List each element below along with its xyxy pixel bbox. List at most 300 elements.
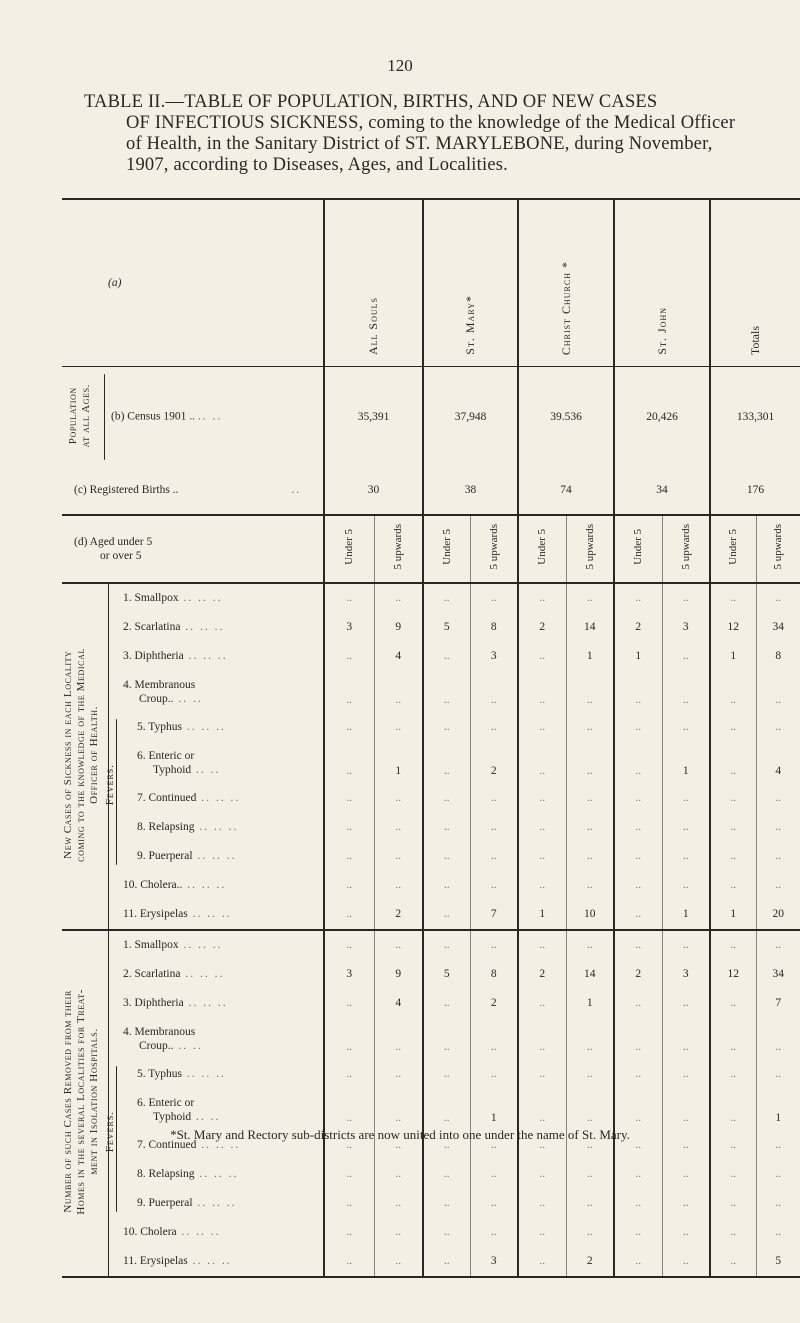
table-cell: 20 (756, 900, 800, 930)
statistics-table-wrapper (62, 198, 800, 1278)
table-cell: .. (662, 784, 710, 813)
table-cell: .. (423, 1018, 470, 1060)
row-label: 7. Continued (137, 792, 197, 804)
table-cell: .. (470, 583, 518, 613)
table-cell: .. (662, 1089, 710, 1131)
table-cell: .. (566, 1131, 614, 1160)
table-cell: .. (518, 1247, 566, 1277)
table-row: 10. Cholera.. .. .. .. .. .. .. .. .. .. .. .. .. .. (62, 871, 800, 900)
table-cell: .. (566, 1018, 614, 1060)
table-cell: .. (710, 1247, 756, 1277)
table-cell: .. (470, 784, 518, 813)
table-cell: .. (324, 784, 374, 813)
table-cell: .. (710, 871, 756, 900)
table-cell: .. (614, 1018, 662, 1060)
table-cell: 2 (470, 742, 518, 784)
table-cell: .. (662, 1218, 710, 1247)
table-row: Fevers. 7. Continued .. .. .. .. .. .. .. .. .. .. .. .. .. (62, 784, 800, 813)
table-row: 9. Puerperal .. .. .. .. .. .. .. .. .. .. .. .. .. (62, 1189, 800, 1218)
table-cell: .. (710, 930, 756, 960)
age-header-under-5: Under 5 (423, 515, 470, 583)
table-cell: .. (470, 1018, 518, 1060)
table-cell: .. (423, 1131, 470, 1160)
table-cell: 1 (756, 1089, 800, 1131)
ages-row-label-2: or over 5 (100, 549, 142, 562)
table-row: 5. Typhus .. .. .. .. .. .. .. .. .. .. .. .. .. (62, 1060, 800, 1089)
table-cell: .. (614, 1060, 662, 1089)
age-header-5-upwards: 5 upwards (470, 515, 518, 583)
table-cell: .. (710, 989, 756, 1018)
table-title (84, 92, 792, 176)
table-cell: .. (518, 1160, 566, 1189)
table-cell: .. (614, 583, 662, 613)
census-totals: 133,301 (710, 367, 800, 467)
table-cell: .. (662, 671, 710, 713)
table-cell: .. (662, 871, 710, 900)
table-cell: .. (324, 871, 374, 900)
page-number: 120 (387, 56, 413, 75)
table-row: 2. Scarlatina .. .. .. 3 9 5 8 2 14 2 3 12 34 (62, 960, 800, 989)
age-header-under-5: Under 5 (518, 515, 566, 583)
table-cell: .. (518, 1060, 566, 1089)
table-cell: .. (614, 1189, 662, 1218)
table-cell: .. (614, 813, 662, 842)
table-cell: .. (614, 900, 662, 930)
table-cell: .. (710, 784, 756, 813)
table-cell: .. (662, 1060, 710, 1089)
table-cell: .. (374, 930, 423, 960)
table-cell: .. (756, 930, 800, 960)
table-cell: .. (518, 842, 566, 871)
table-row: 2. Scarlatina .. .. .. 3 9 5 8 2 14 2 3 12 34 (62, 613, 800, 642)
row-label: 9. Puerperal (137, 1197, 193, 1209)
column-header-totals: Totals (710, 200, 800, 367)
row-label: 6. Enteric or (137, 749, 195, 762)
table-cell: .. (614, 842, 662, 871)
table-cell: .. (518, 1018, 566, 1060)
births-st-john: 34 (614, 467, 710, 515)
table-cell: .. (710, 1131, 756, 1160)
table-row: 11. Erysipelas .. .. .. .. 2 .. 7 1 10 .. 1 1 20 (62, 900, 800, 930)
table-row: 9. Puerperal .. .. .. .. .. .. .. .. .. .. .. .. .. (62, 842, 800, 871)
table-cell: 14 (566, 960, 614, 989)
table-cell: .. (614, 784, 662, 813)
table-cell: .. (470, 1218, 518, 1247)
row-label: 2. Scarlatina (123, 621, 181, 633)
table-cell: 34 (756, 613, 800, 642)
table-cell: .. (324, 813, 374, 842)
table-cell: .. (614, 1160, 662, 1189)
table-cell: .. (374, 583, 423, 613)
row-label: 9. Puerperal (137, 850, 193, 862)
table-cell: .. (756, 1131, 800, 1160)
table-cell: .. (662, 1160, 710, 1189)
table-cell: .. (324, 1189, 374, 1218)
row-label: 1. Smallpox (123, 592, 179, 604)
table-cell: 4 (374, 989, 423, 1018)
fevers-group-label: Fevers. (104, 1110, 116, 1152)
table-cell: .. (324, 842, 374, 871)
census-st-mary: 37,948 (423, 367, 518, 467)
row-label: 7. Continued (137, 1139, 197, 1151)
table-cell: .. (423, 1089, 470, 1131)
age-header-5-upwards: 5 upwards (756, 515, 800, 583)
column-header-st-john: St. John (614, 200, 710, 367)
table-cell: .. (423, 742, 470, 784)
fevers-group-label: Fevers. (104, 763, 116, 805)
table-cell: .. (423, 784, 470, 813)
table-cell: .. (374, 1018, 423, 1060)
table-cell: .. (710, 1089, 756, 1131)
table-cell: .. (710, 742, 756, 784)
table-cell: 1 (710, 900, 756, 930)
table-cell: 1 (710, 642, 756, 671)
table-cell: .. (423, 583, 470, 613)
table-cell: 3 (324, 613, 374, 642)
table-cell: 4 (374, 642, 423, 671)
table-cell: .. (518, 784, 566, 813)
table-cell: .. (324, 1160, 374, 1189)
table-cell: .. (470, 671, 518, 713)
table-cell: .. (662, 1189, 710, 1218)
row-label: 3. Diphtheria (123, 650, 184, 662)
table-cell: .. (470, 871, 518, 900)
table-cell: 9 (374, 613, 423, 642)
table-cell: .. (374, 1060, 423, 1089)
table-cell: .. (566, 1089, 614, 1131)
table-row: 3. Diphtheria .. .. .. .. 4 .. 3 .. 1 1 .. 1 8 (62, 642, 800, 671)
table-cell: .. (710, 1160, 756, 1189)
table-cell: .. (470, 1189, 518, 1218)
row-label: 11. Erysipelas (123, 1255, 188, 1267)
table-cell: .. (324, 1218, 374, 1247)
table-cell: .. (324, 742, 374, 784)
table-cell: .. (662, 813, 710, 842)
table-cell: .. (423, 671, 470, 713)
table-cell: .. (662, 842, 710, 871)
table-cell: 1 (662, 742, 710, 784)
row-label: 6. Enteric or (137, 1096, 195, 1109)
table-cell: .. (614, 1131, 662, 1160)
table-cell: 2 (566, 1247, 614, 1277)
title-line-3: of Health, in the Sanitary District of ST. MARYLEBONE, during November, (126, 134, 713, 154)
table-cell: .. (470, 713, 518, 742)
table-cell: 5 (423, 960, 470, 989)
table-cell: 2 (374, 900, 423, 930)
table-cell: .. (374, 671, 423, 713)
table-cell: .. (710, 1189, 756, 1218)
table-cell: .. (662, 1018, 710, 1060)
table-cell: 1 (614, 642, 662, 671)
removed-cases-side-label: Number of such Cases Removed from their Homes in the several Localities for Treat- ment in Isolation Hospitals. (62, 930, 98, 1277)
table-cell: .. (324, 642, 374, 671)
table-cell: .. (470, 842, 518, 871)
table-row: Fevers. 7. Continued .. .. .. .. .. .. .. .. .. .. .. .. .. (62, 1131, 800, 1160)
table-cell: 1 (470, 1089, 518, 1131)
table-cell: .. (374, 1218, 423, 1247)
table-cell: .. (710, 671, 756, 713)
column-header-st-mary: St. Mary* (423, 200, 518, 367)
table-row: 4. Membranous Croup.. .. .. .. .. .. .. .. .. .. .. .. .. (62, 671, 800, 713)
table-cell: .. (423, 989, 470, 1018)
table-cell: 2 (518, 960, 566, 989)
table-cell: 8 (470, 613, 518, 642)
births-totals: 176 (710, 467, 800, 515)
table-cell: 5 (756, 1247, 800, 1277)
table-row: Number of such Cases Removed from their Homes in the several Localities for Treat- ment in Isolation Hospitals. 1. Smallpox .. .. .. .. .. .. .. .. .. .. .. .. .. (62, 930, 800, 960)
table-cell: 1 (566, 989, 614, 1018)
table-cell: .. (324, 900, 374, 930)
row-label: 10. Cholera.. (123, 879, 183, 891)
table-cell: .. (710, 842, 756, 871)
table-cell: .. (614, 1218, 662, 1247)
table-cell: .. (423, 813, 470, 842)
table-cell: .. (662, 642, 710, 671)
table-row: 5. Typhus .. .. .. .. .. .. .. .. .. .. .. .. .. (62, 713, 800, 742)
table-cell: 1 (518, 900, 566, 930)
row-label: 4. Membranous (123, 1025, 196, 1038)
table-cell: 3 (662, 960, 710, 989)
table-row: New Cases of Sickness in each Locality coming to the knowledge of the Medical Officer of Health. 1. Smallpox .. .. .. .. .. .. .. .. .. .. .. .. .. (62, 583, 800, 613)
footnote: *St. Mary and Rectory sub-districts are now united into one under the name of St. Mary. (170, 1127, 630, 1142)
table-cell: .. (756, 842, 800, 871)
age-header-under-5: Under 5 (324, 515, 374, 583)
census-row-label: (b) Census 1901 .. (111, 410, 196, 423)
table-cell: .. (518, 989, 566, 1018)
table-cell: 4 (756, 742, 800, 784)
table-cell: .. (662, 930, 710, 960)
table-cell: .. (374, 842, 423, 871)
table-cell: .. (374, 871, 423, 900)
table-cell: .. (423, 871, 470, 900)
age-header-5-upwards: 5 upwards (374, 515, 423, 583)
table-cell: .. (423, 900, 470, 930)
table-cell: .. (518, 813, 566, 842)
table-cell: .. (470, 1160, 518, 1189)
table-cell: 3 (662, 613, 710, 642)
table-cell: 7 (756, 989, 800, 1018)
table-cell: .. (662, 1131, 710, 1160)
table-cell: 3 (324, 960, 374, 989)
table-cell: .. (374, 1089, 423, 1131)
table-cell: .. (614, 742, 662, 784)
table-cell: .. (374, 784, 423, 813)
table-cell: .. (423, 842, 470, 871)
census-st-john: 20,426 (614, 367, 710, 467)
table-cell: .. (566, 1189, 614, 1218)
table-cell: .. (324, 1089, 374, 1131)
table-cell: .. (710, 713, 756, 742)
age-header-5-upwards: 5 upwards (566, 515, 614, 583)
title-line-2: OF INFECTIOUS SICKNESS, coming to the knowledge of the Medical Officer (126, 113, 736, 133)
row-label: 2. Scarlatina (123, 968, 181, 980)
title-line-4: 1907, according to Diseases, Ages, and Localities. (126, 155, 508, 175)
table-row: 11. Erysipelas .. .. .. .. .. .. 3 .. 2 .. .. .. 5 (62, 1247, 800, 1277)
table-cell: .. (710, 813, 756, 842)
table-cell: .. (518, 871, 566, 900)
table-cell: .. (566, 784, 614, 813)
table-cell: .. (518, 1189, 566, 1218)
row-label: 5. Typhus (137, 1068, 182, 1080)
table-cell: .. (662, 583, 710, 613)
table-cell: 2 (614, 960, 662, 989)
table-cell: 2 (518, 613, 566, 642)
table-cell: .. (470, 1131, 518, 1160)
table-cell: .. (470, 930, 518, 960)
table-row: 8. Relapsing .. .. .. .. .. .. .. .. .. .. .. .. .. (62, 1160, 800, 1189)
table-cell: .. (566, 1218, 614, 1247)
table-cell: .. (518, 742, 566, 784)
table-cell: .. (614, 713, 662, 742)
table-cell: .. (374, 713, 423, 742)
table-cell: .. (614, 1089, 662, 1131)
table-cell: .. (324, 930, 374, 960)
table-cell: .. (614, 871, 662, 900)
table-cell: .. (614, 671, 662, 713)
census-christ-church: 39.536 (518, 367, 614, 467)
table-cell: .. (756, 583, 800, 613)
table-cell: .. (518, 1131, 566, 1160)
row-label: 3. Diphtheria (123, 997, 184, 1009)
table-row: 8. Relapsing .. .. .. .. .. .. .. .. .. .. .. .. .. (62, 813, 800, 842)
table-cell: .. (662, 989, 710, 1018)
table-cell: .. (710, 1060, 756, 1089)
row-label: 1. Smallpox (123, 939, 179, 951)
statistics-table: (a) All Souls St. Mary* Christ Church * St. John Totals Population at all Ages. (b) Census 1901 .. .. .. 35,391 37,948 39.536 20,426 133,301 (c) Registered Births .. .. 30 38 74 34 176 (d) Aged under 5 or over 5 Under 5 5 upwards Under 5 5 upwards Under 5 5 upwards Under 5 5 upwards Under 5 5 upwards New Cases of Sickness in each Locality coming to the knowledge of the Medical Officer of Health. 1. Smallpox .. .. .. .. .. .. .. .. .. .. .. .. .. 2. Scarlatina .. .. .. 3 9 5 8 2 14 2 3 12 34 3. Diphtheria .. .. .. .. 4 .. 3 .. 1 1 .. 1 8 4. Membranous Croup.. .. .. .. .. .. .. .. .. .. .. .. .. 5. Typhus .. .. .. .. .. .. .. .. .. .. .. .. .. 6. Enteric or Typhoid .. .. .. 1 .. 2 .. .. .. 1 .. 4 Fevers. 7. Continued .. .. .. .. .. .. .. .. .. .. .. .. .. 8. Relapsing .. .. .. .. .. .. .. .. .. .. .. .. .. 9. Puerperal .. .. .. .. .. .. .. .. .. .. .. .. .. 10. Cholera.. .. .. .. .. .. .. .. .. .. .. .. .. .. 11. Erysipelas .. .. .. .. 2 .. 7 1 10 .. 1 1 20 Number of such Cases Removed from their Homes in the several Localities for Treat- ment in Isolation Hospitals. 1. Smallpox .. .. .. .. .. .. .. .. .. .. .. .. .. 2. Scarlatina .. .. .. 3 9 5 8 2 14 2 3 12 34 3. Diphtheria .. .. .. .. 4 .. 2 .. 1 .. .. .. 7 4. Membranous Croup.. .. .. .. .. .. .. .. .. .. .. .. .. 5. Typhus .. .. .. .. .. .. .. .. .. .. .. .. .. 6. Enteric or Typhoid .. .. .. .. .. 1 .. .. .. .. .. 1 Fevers. 7. Continued .. .. .. .. .. .. .. .. .. .. .. .. .. 8. Relapsing .. .. .. .. .. .. .. .. .. .. .. .. .. 9. Puerperal .. .. .. .. .. .. .. .. .. .. .. .. .. 10. Cholera .. .. .. .. .. .. .. .. .. .. .. .. .. 11. Erysipelas .. .. .. .. .. .. 3 .. 2 .. .. .. 5 (62, 198, 800, 1278)
table-cell: .. (566, 583, 614, 613)
table-cell: .. (324, 1060, 374, 1089)
table-cell: .. (710, 583, 756, 613)
table-cell: 8 (756, 642, 800, 671)
row-label: 5. Typhus (137, 721, 182, 733)
row-label: 8. Relapsing (137, 821, 195, 833)
row-label-continued: Typhoid (153, 763, 192, 776)
ages-row-label-1: (d) Aged under 5 (74, 535, 153, 548)
new-cases-side-label: New Cases of Sickness in each Locality coming to the knowledge of the Medical Officer of Health. (62, 583, 98, 930)
table-cell: .. (756, 1218, 800, 1247)
table-cell: 10 (566, 900, 614, 930)
table-cell: .. (614, 930, 662, 960)
row-label-continued: Typhoid (153, 1110, 192, 1123)
births-christ-church: 74 (518, 467, 614, 515)
age-header-under-5: Under 5 (614, 515, 662, 583)
table-row: 3. Diphtheria .. .. .. .. 4 .. 2 .. 1 .. .. .. 7 (62, 989, 800, 1018)
table-cell: .. (756, 813, 800, 842)
table-cell: .. (423, 1189, 470, 1218)
row-label: 11. Erysipelas (123, 908, 188, 920)
age-header-under-5: Under 5 (710, 515, 756, 583)
table-cell: 1 (662, 900, 710, 930)
births-all-souls: 30 (324, 467, 423, 515)
table-cell: .. (518, 713, 566, 742)
table-cell: .. (518, 1089, 566, 1131)
census-all-souls: 35,391 (324, 367, 423, 467)
births-st-mary: 38 (423, 467, 518, 515)
table-cell: 12 (710, 613, 756, 642)
title-line-1: TABLE II.—TABLE OF POPULATION, BIRTHS, AND OF NEW CASES (84, 92, 658, 112)
table-cell: 12 (710, 960, 756, 989)
table-cell: .. (518, 583, 566, 613)
table-cell: .. (756, 784, 800, 813)
table-cell: .. (566, 842, 614, 871)
table-cell: 1 (566, 642, 614, 671)
table-cell: 8 (470, 960, 518, 989)
table-cell: 2 (614, 613, 662, 642)
table-row: 6. Enteric or Typhoid .. .. .. .. .. 1 .. .. .. .. .. 1 (62, 1089, 800, 1131)
table-cell: .. (374, 1160, 423, 1189)
table-cell: .. (423, 930, 470, 960)
table-cell: .. (324, 671, 374, 713)
table-cell: .. (756, 1189, 800, 1218)
table-cell: .. (662, 713, 710, 742)
table-cell: .. (566, 742, 614, 784)
row-label: 8. Relapsing (137, 1168, 195, 1180)
table-cell: .. (423, 1060, 470, 1089)
row-label: 10. Cholera (123, 1226, 177, 1238)
table-cell: .. (423, 1160, 470, 1189)
births-row-label: (c) Registered Births .. (74, 484, 179, 496)
table-cell: .. (566, 671, 614, 713)
table-cell: .. (470, 813, 518, 842)
table-cell: 9 (374, 960, 423, 989)
age-header-5-upwards: 5 upwards (662, 515, 710, 583)
table-cell: .. (423, 1218, 470, 1247)
table-cell: .. (374, 1247, 423, 1277)
table-cell: .. (470, 1060, 518, 1089)
table-cell: .. (662, 1247, 710, 1277)
table-cell: .. (518, 1218, 566, 1247)
table-cell: .. (518, 930, 566, 960)
header-a-label: (a) (108, 277, 122, 289)
row-label-continued: Croup.. (139, 1039, 174, 1052)
table-cell: .. (756, 713, 800, 742)
table-cell: .. (756, 1160, 800, 1189)
table-cell: .. (324, 1131, 374, 1160)
table-cell: .. (756, 871, 800, 900)
column-header-christ-church: Christ Church * (518, 200, 614, 367)
table-cell: 14 (566, 613, 614, 642)
table-cell: 1 (374, 742, 423, 784)
table-cell: .. (756, 1018, 800, 1060)
table-cell: 3 (470, 642, 518, 671)
table-cell: 34 (756, 960, 800, 989)
table-cell: .. (710, 1218, 756, 1247)
table-cell: .. (614, 989, 662, 1018)
table-cell: .. (710, 1018, 756, 1060)
table-cell: 3 (470, 1247, 518, 1277)
table-cell: .. (374, 1189, 423, 1218)
table-cell: .. (324, 1018, 374, 1060)
table-cell: .. (423, 1247, 470, 1277)
table-cell: .. (756, 671, 800, 713)
table-cell: 5 (423, 613, 470, 642)
table-cell: .. (324, 713, 374, 742)
table-cell: .. (324, 1247, 374, 1277)
table-row: 10. Cholera .. .. .. .. .. .. .. .. .. .. .. .. .. (62, 1218, 800, 1247)
population-side-label: Population at all Ages. (62, 367, 98, 467)
table-cell: .. (566, 713, 614, 742)
table-cell: .. (518, 671, 566, 713)
table-cell: .. (374, 813, 423, 842)
row-label: 4. Membranous (123, 678, 196, 691)
table-cell: .. (566, 1160, 614, 1189)
table-cell: .. (756, 1060, 800, 1089)
table-cell: .. (324, 989, 374, 1018)
table-cell: .. (518, 642, 566, 671)
table-cell: .. (423, 642, 470, 671)
table-cell: 7 (470, 900, 518, 930)
table-row: 4. Membranous Croup.. .. .. .. .. .. .. .. .. .. .. .. .. (62, 1018, 800, 1060)
